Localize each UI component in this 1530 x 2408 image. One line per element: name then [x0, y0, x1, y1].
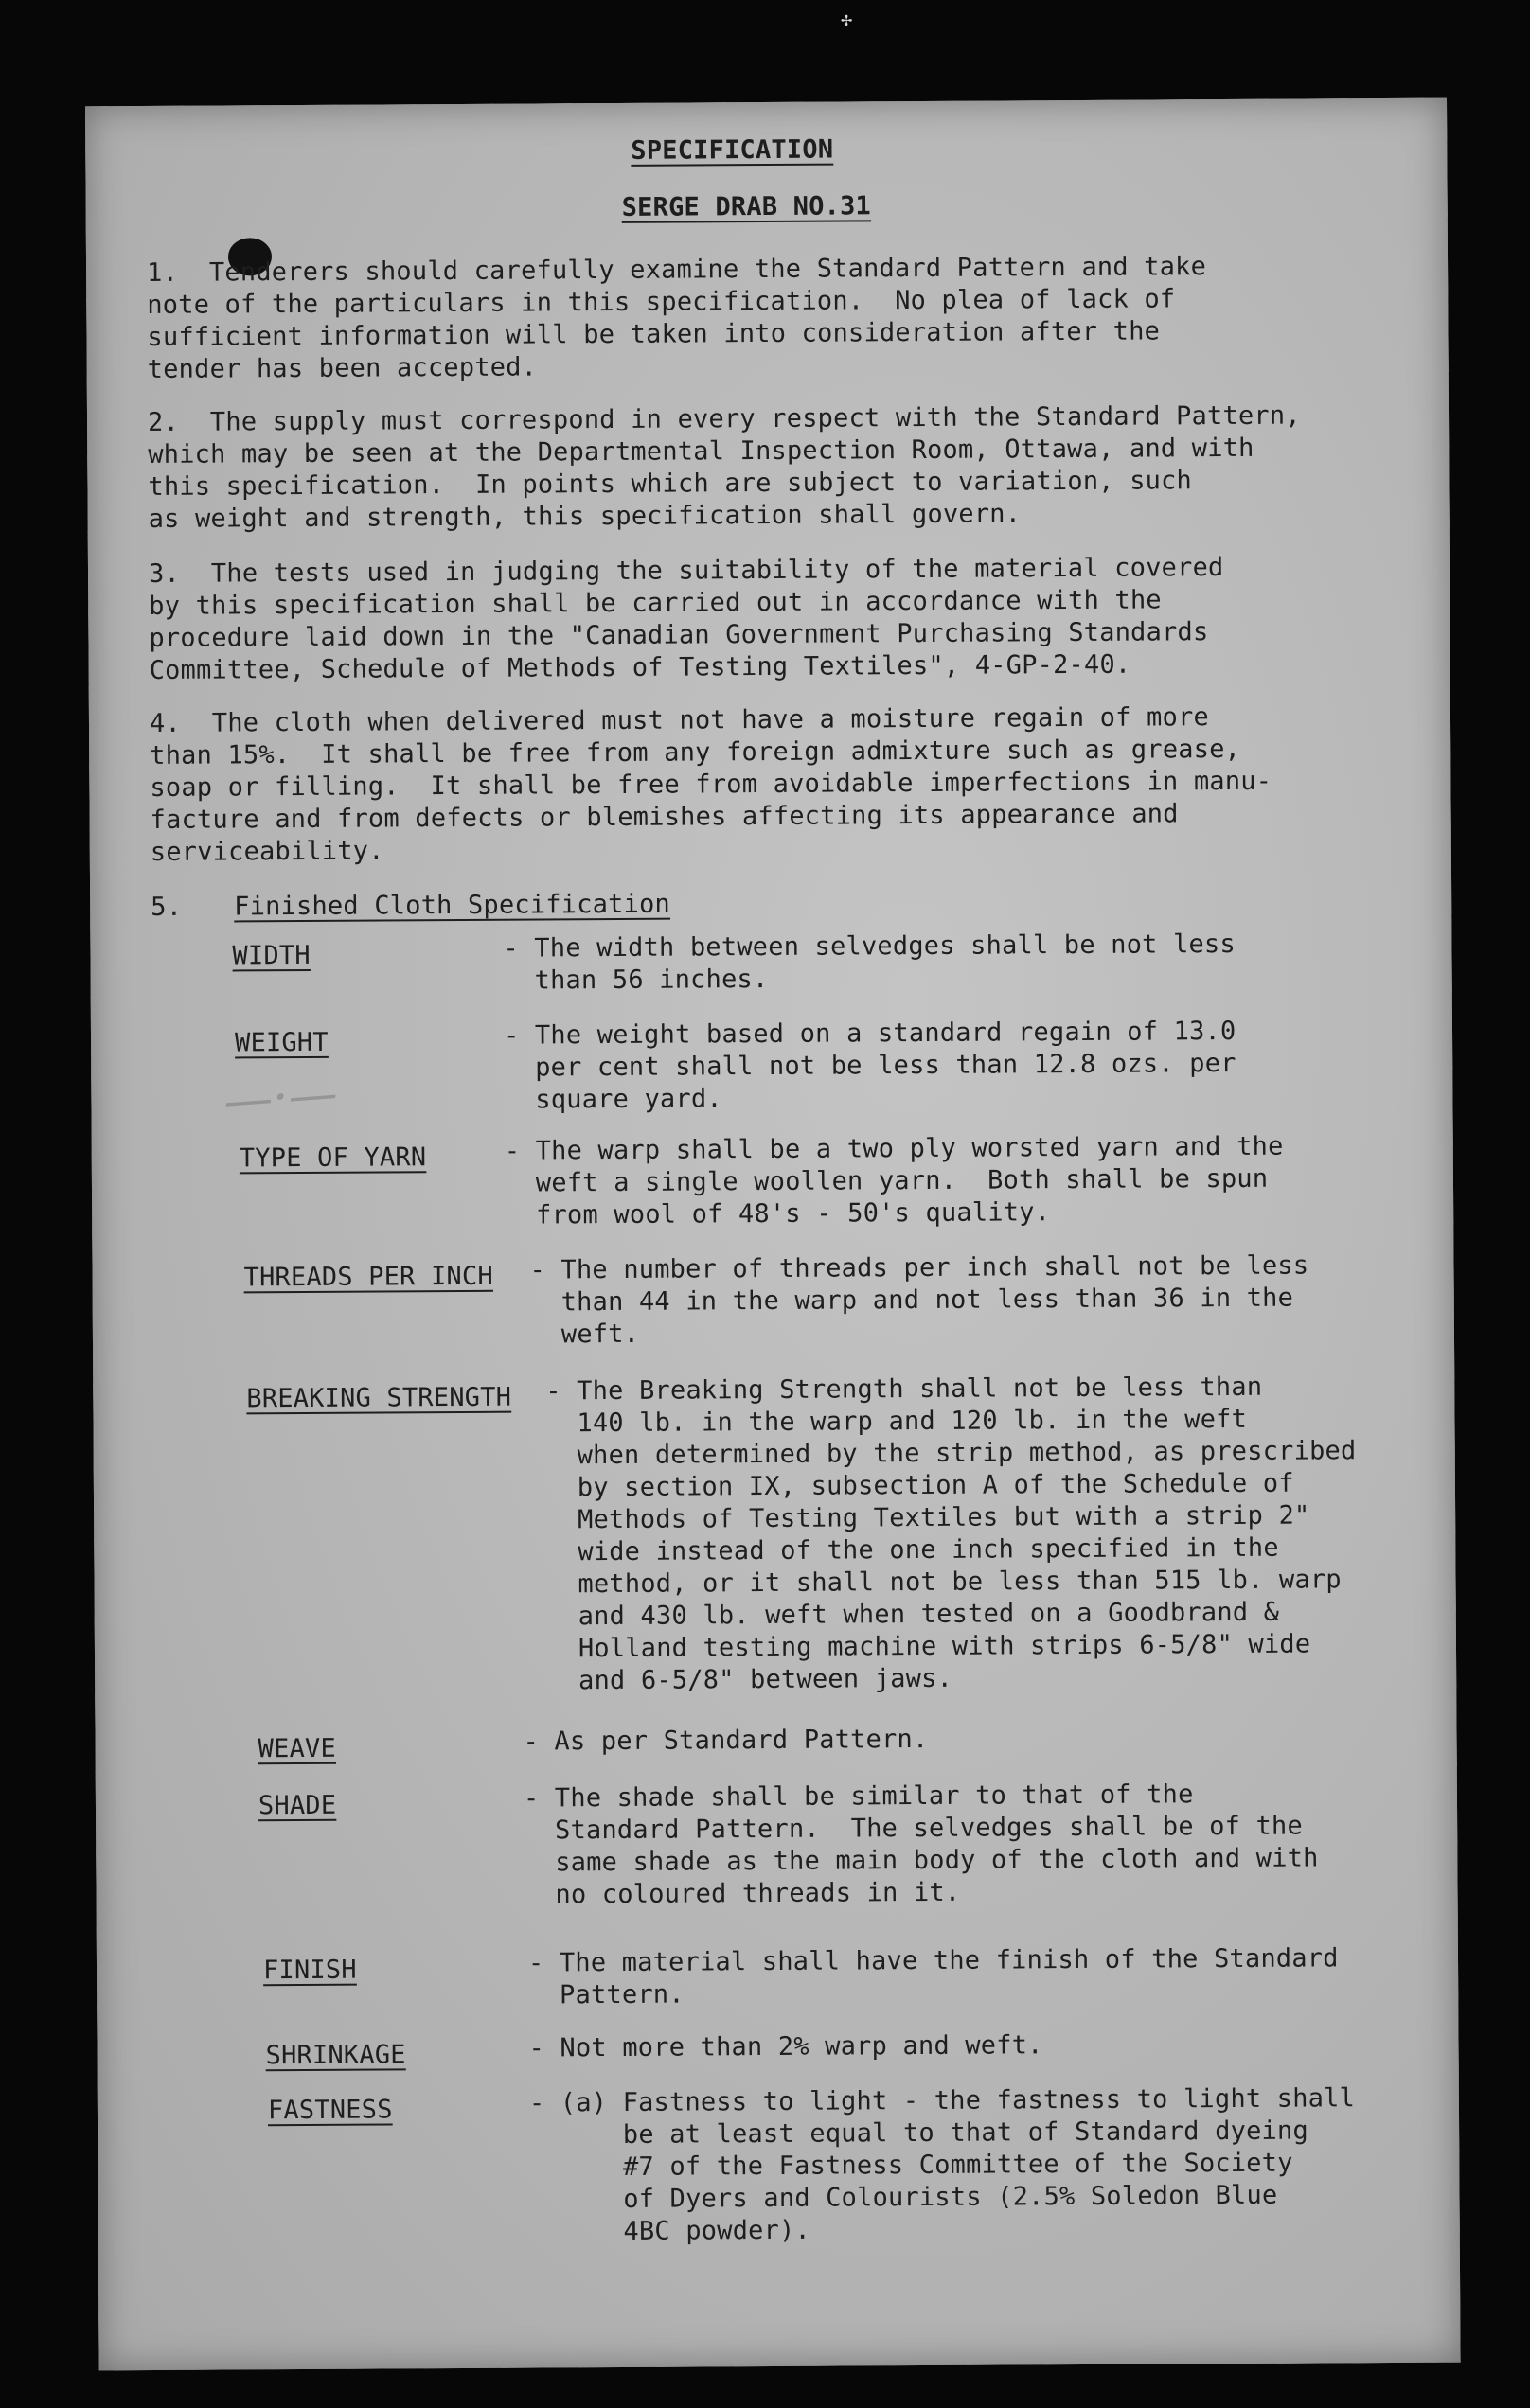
spec-line: by section IX, subsection A of the Schedule of	[545, 1468, 1294, 1503]
spec-line: - Not more than 2% warp and weft.	[528, 2030, 1043, 2063]
paragraph-line: facture and from defects or blemishes affecting its appearance and	[150, 799, 1179, 835]
document-title: SPECIFICATION	[631, 134, 834, 166]
spec-line: weft a single woollen yarn. Both shall be spun	[504, 1163, 1269, 1198]
spec-line: than 44 in the warp and not less than 36 in the	[529, 1283, 1294, 1318]
paragraph-line: this specification. In points which are subject to variation, such	[148, 466, 1193, 502]
spec-line: of Dyers and Colourists (2.5% Soledon Blue	[529, 2180, 1278, 2215]
spec-line: - The weight based on a standard regain of 13.0	[503, 1016, 1236, 1051]
paragraph-line: 2. The supply must correspond in every respect with the Standard Pattern,	[147, 400, 1301, 437]
paragraph-line: than 15%. It shall be free from any foreign admixture such as grease,	[150, 734, 1241, 770]
spec-line: and 6-5/8" between jaws.	[547, 1663, 953, 1696]
spec-line: - The Breaking Strength shall not be less than	[545, 1372, 1263, 1407]
paragraph-line: tender has been accepted.	[147, 352, 538, 384]
spec-line: - (a) Fastness to light - the fastness to light shall	[528, 2083, 1356, 2118]
document-page	[85, 98, 1461, 2371]
paragraph-line: serviceability.	[150, 836, 384, 867]
faint-stamp: —·—	[221, 1065, 340, 1131]
spec-label-shrinkage: SHRINKAGE	[265, 2040, 406, 2071]
spec-line: wide instead of the one inch specified in the	[546, 1532, 1279, 1567]
spec-line: Pattern.	[528, 1979, 685, 2010]
paragraph-line: as weight and strength, this specification shall govern.	[148, 499, 1022, 534]
spec-line: 140 lb. in the warp and 120 lb. in the weft	[545, 1404, 1248, 1439]
paragraph-line: note of the particulars in this specification. No plea of lack of	[147, 284, 1176, 320]
spec-line: when determined by the strip method, as prescribed	[545, 1436, 1357, 1471]
section-number: 5.	[151, 892, 183, 922]
tick-mark: ✢	[841, 8, 853, 30]
paragraph-line: Committee, Schedule of Methods of Testing Textiles", 4-GP-2-40.	[149, 649, 1131, 685]
spec-line: - The shade shall be similar to that of the	[523, 1779, 1194, 1814]
paragraph-line: which may be seen at the Departmental Inspection Room, Ottawa, and with	[148, 433, 1254, 469]
spec-line: be at least equal to that of Standard dyeing	[529, 2116, 1308, 2151]
spec-label-threads: THREADS PER INCH	[243, 1261, 493, 1293]
spec-line: no coloured threads in it.	[524, 1877, 961, 1910]
paragraph-line: procedure laid down in the "Canadian Government Purchasing Standards	[149, 617, 1209, 653]
spec-label-finish: FINISH	[262, 1955, 357, 1986]
spec-label-yarn: TYPE OF YARN	[239, 1142, 427, 1174]
spec-line: - The width between selvedges shall be not less	[503, 929, 1236, 964]
paragraph-line: sufficient information will be taken into consideration after the	[147, 316, 1161, 352]
spec-line: - The material shall have the finish of the Standard	[527, 1943, 1339, 1978]
spec-line: #7 of the Fastness Committee of the Society	[529, 2148, 1293, 2183]
spec-label-shade: SHADE	[258, 1790, 337, 1821]
spec-line: than 56 inches.	[503, 965, 769, 996]
spec-line: Standard Pattern. The selvedges shall be of the	[524, 1811, 1304, 1846]
spec-line: weft.	[529, 1319, 640, 1350]
spec-label-fastness: FASTNESS	[267, 2095, 393, 2126]
spec-label-width: WIDTH	[232, 940, 311, 971]
spec-line: method, or it shall not be less than 515 lb. warp	[546, 1565, 1342, 1600]
spec-line: Methods of Testing Textiles but with a strip 2"	[546, 1500, 1310, 1535]
spec-line: from wool of 48's - 50's quality.	[505, 1197, 1051, 1231]
paragraph-line: 4. The cloth when delivered must not have a moisture regain of more	[149, 702, 1210, 738]
spec-label-breaking: BREAKING STRENGTH	[246, 1382, 512, 1414]
spec-line: and 430 lb. weft when tested on a Goodbrand &	[546, 1597, 1280, 1632]
spec-line: - As per Standard Pattern.	[523, 1724, 929, 1757]
spec-line: square yard.	[504, 1084, 722, 1115]
spec-line: same shade as the main body of the cloth and with	[524, 1843, 1319, 1878]
paragraph-line: 1. Tenderers should carefully examine the Standard Pattern and take	[146, 252, 1207, 288]
paragraph-line: soap or filling. It shall be free from avoidable imperfections in manu-	[150, 766, 1272, 803]
spec-line: - The warp shall be a two ply worsted yarn and the	[504, 1131, 1284, 1166]
spec-line: - The number of threads per inch shall not be less	[529, 1250, 1309, 1285]
paragraph-line: 3. The tests used in judging the suitability of the material covered	[148, 553, 1224, 589]
section-heading: Finished Cloth Specification	[234, 889, 671, 922]
spec-line: Holland testing machine with strips 6-5/8" wide	[546, 1629, 1311, 1664]
spec-line: 4BC powder).	[529, 2215, 811, 2247]
document-subtitle: SERGE DRAB NO.31	[621, 191, 872, 222]
spec-label-weight: WEIGHT	[234, 1027, 329, 1058]
paragraph-line: by this specification shall be carried out in accordance with the	[149, 585, 1162, 621]
spec-line: per cent shall not be less than 12.8 ozs. per	[504, 1048, 1236, 1083]
spec-label-weave: WEAVE	[258, 1733, 336, 1764]
